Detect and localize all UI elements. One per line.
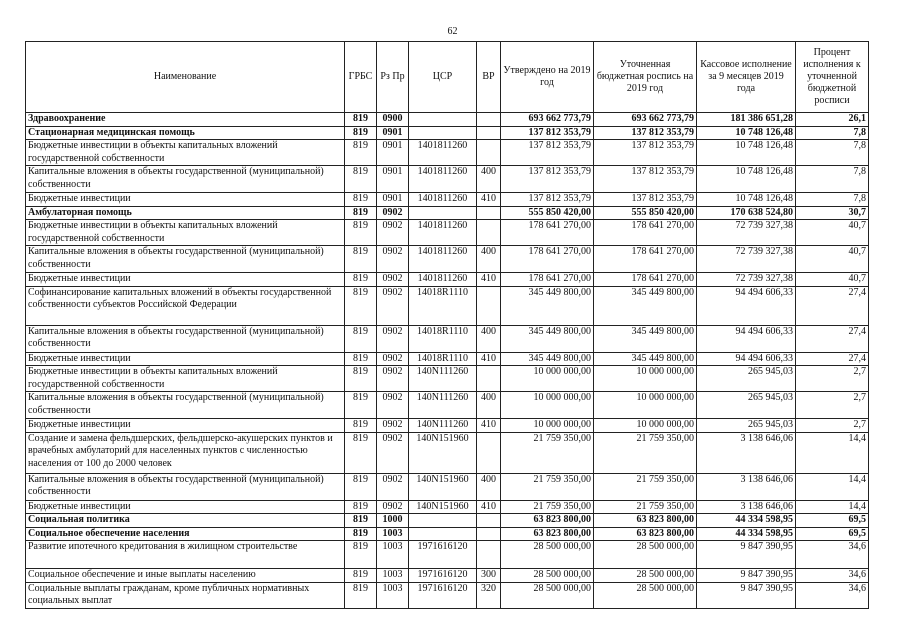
cell-rz-pr: 0901 [377, 140, 409, 166]
cell-percent: 34,6 [796, 569, 869, 583]
cell-percent: 26,1 [796, 113, 869, 127]
cell-approved: 10 000 000,00 [501, 366, 594, 392]
cell-cash: 72 739 327,38 [697, 220, 796, 246]
cell-vr: 410 [477, 500, 501, 514]
cell-vr [477, 113, 501, 127]
cell-grbs: 819 [345, 366, 377, 392]
cell-name: Капитальные вложения в объекты государственной (муниципальной) собственности [26, 325, 345, 352]
cell-cash: 10 748 126,48 [697, 140, 796, 166]
cell-grbs: 819 [345, 126, 377, 140]
cell-name: Бюджетные инвестиции [26, 193, 345, 207]
cell-approved: 178 641 270,00 [501, 220, 594, 246]
table-header-row [26, 42, 869, 113]
cell-cash: 265 945,03 [697, 419, 796, 433]
cell-cash: 181 386 651,28 [697, 113, 796, 127]
cell-rz-pr: 0902 [377, 392, 409, 419]
table-row [26, 419, 869, 433]
cell-grbs: 819 [345, 541, 377, 569]
cell-rz-pr: 0902 [377, 246, 409, 273]
table-row [26, 325, 869, 352]
cell-percent: 34,6 [796, 582, 869, 608]
cell-vr [477, 126, 501, 140]
cell-vr: 300 [477, 569, 501, 583]
table-row [26, 500, 869, 514]
cell-csr: 140N151960 [409, 432, 477, 473]
cell-approved: 28 500 000,00 [501, 541, 594, 569]
cell-cash: 9 847 390,95 [697, 541, 796, 569]
cell-csr: 1401811260 [409, 193, 477, 207]
table-row [26, 246, 869, 273]
cell-csr: 140N151960 [409, 473, 477, 500]
cell-grbs: 819 [345, 514, 377, 528]
cell-percent: 27,4 [796, 286, 869, 325]
cell-updated: 178 641 270,00 [594, 246, 697, 273]
cell-name: Бюджетные инвестиции в объекты капитальных вложений государственной собственности [26, 366, 345, 392]
cell-csr: 1971616120 [409, 569, 477, 583]
cell-rz-pr: 0902 [377, 352, 409, 366]
cell-percent: 7,8 [796, 126, 869, 140]
cell-csr [409, 113, 477, 127]
cell-updated: 178 641 270,00 [594, 273, 697, 287]
cell-name: Капитальные вложения в объекты государственной (муниципальной) собственности [26, 246, 345, 273]
cell-approved: 137 812 353,79 [501, 126, 594, 140]
cell-csr: 14018R1110 [409, 352, 477, 366]
cell-name: Амбулаторная помощь [26, 206, 345, 220]
cell-updated: 28 500 000,00 [594, 569, 697, 583]
cell-grbs: 819 [345, 473, 377, 500]
cell-percent: 27,4 [796, 352, 869, 366]
cell-vr: 410 [477, 352, 501, 366]
cell-cash: 10 748 126,48 [697, 193, 796, 207]
cell-approved: 63 823 800,00 [501, 527, 594, 541]
cell-cash: 3 138 646,06 [697, 432, 796, 473]
cell-csr: 140N111260 [409, 366, 477, 392]
cell-approved: 555 850 420,00 [501, 206, 594, 220]
cell-name: Развитие ипотечного кредитования в жилищном строительстве [26, 541, 345, 569]
cell-cash: 265 945,03 [697, 392, 796, 419]
cell-vr: 410 [477, 273, 501, 287]
cell-csr: 14018R1110 [409, 286, 477, 325]
cell-name: Бюджетные инвестиции [26, 352, 345, 366]
cell-grbs: 819 [345, 392, 377, 419]
cell-vr [477, 286, 501, 325]
cell-updated: 693 662 773,79 [594, 113, 697, 127]
cell-csr: 1401811260 [409, 220, 477, 246]
cell-updated: 345 449 800,00 [594, 325, 697, 352]
cell-vr: 410 [477, 419, 501, 433]
cell-rz-pr: 0901 [377, 193, 409, 207]
cell-name: Создание и замена фельдшерских, фельдшерско-акушерских пунктов и врачебных амбулаторий для населенных пунктов с численностью населения от 100 до 2000 человек [26, 432, 345, 473]
cell-name: Здравоохранение [26, 113, 345, 127]
cell-vr [477, 206, 501, 220]
table-row [26, 582, 869, 608]
table-row [26, 193, 869, 207]
cell-updated: 21 759 350,00 [594, 500, 697, 514]
cell-percent: 2,7 [796, 419, 869, 433]
cell-grbs: 819 [345, 325, 377, 352]
cell-grbs: 819 [345, 352, 377, 366]
cell-grbs: 819 [345, 582, 377, 608]
table-row [26, 541, 869, 569]
cell-rz-pr: 1003 [377, 527, 409, 541]
cell-name: Социальная политика [26, 514, 345, 528]
cell-rz-pr: 1003 [377, 541, 409, 569]
cell-percent: 69,5 [796, 527, 869, 541]
cell-csr: 1971616120 [409, 541, 477, 569]
cell-approved: 345 449 800,00 [501, 325, 594, 352]
cell-rz-pr: 0902 [377, 432, 409, 473]
cell-approved: 10 000 000,00 [501, 392, 594, 419]
cell-percent: 7,8 [796, 166, 869, 193]
cell-name: Капитальные вложения в объекты государственной (муниципальной) собственности [26, 166, 345, 193]
cell-percent: 27,4 [796, 325, 869, 352]
cell-csr: 1401811260 [409, 246, 477, 273]
cell-percent: 14,4 [796, 473, 869, 500]
cell-approved: 63 823 800,00 [501, 514, 594, 528]
cell-name: Капитальные вложения в объекты государственной (муниципальной) собственности [26, 473, 345, 500]
cell-percent: 14,4 [796, 500, 869, 514]
cell-name: Стационарная медицинская помощь [26, 126, 345, 140]
cell-updated: 137 812 353,79 [594, 126, 697, 140]
cell-csr [409, 206, 477, 220]
cell-cash: 94 494 606,33 [697, 325, 796, 352]
cell-name: Бюджетные инвестиции [26, 273, 345, 287]
cell-approved: 21 759 350,00 [501, 432, 594, 473]
cell-cash: 265 945,03 [697, 366, 796, 392]
table-row [26, 366, 869, 392]
cell-grbs: 819 [345, 419, 377, 433]
cell-rz-pr: 0902 [377, 273, 409, 287]
cell-csr [409, 514, 477, 528]
cell-name: Бюджетные инвестиции в объекты капитальных вложений государственной собственности [26, 140, 345, 166]
header-rz-pr: Рз Пр [377, 42, 409, 113]
cell-csr: 140N111260 [409, 392, 477, 419]
cell-updated: 21 759 350,00 [594, 473, 697, 500]
table-row [26, 140, 869, 166]
header-cash: Кассовое исполнение за 9 месяцев 2019 года [697, 42, 796, 113]
page-number: 62 [447, 26, 458, 37]
cell-vr [477, 527, 501, 541]
cell-percent: 2,7 [796, 366, 869, 392]
cell-vr [477, 220, 501, 246]
cell-approved: 28 500 000,00 [501, 582, 594, 608]
cell-rz-pr: 0900 [377, 113, 409, 127]
cell-vr [477, 366, 501, 392]
table-row [26, 113, 869, 127]
cell-csr: 14018R1110 [409, 325, 477, 352]
table-row [26, 392, 869, 419]
cell-percent: 40,7 [796, 246, 869, 273]
cell-vr [477, 514, 501, 528]
cell-vr: 400 [477, 392, 501, 419]
cell-name: Бюджетные инвестиции [26, 419, 345, 433]
cell-vr [477, 432, 501, 473]
cell-name: Софинансирование капитальных вложений в объекты государственной собственности субъектов Российской Федерации [26, 286, 345, 325]
cell-updated: 178 641 270,00 [594, 220, 697, 246]
cell-approved: 137 812 353,79 [501, 193, 594, 207]
cell-grbs: 819 [345, 500, 377, 514]
cell-vr: 400 [477, 325, 501, 352]
table-row [26, 220, 869, 246]
cell-cash: 170 638 524,80 [697, 206, 796, 220]
cell-approved: 178 641 270,00 [501, 273, 594, 287]
cell-updated: 10 000 000,00 [594, 419, 697, 433]
cell-grbs: 819 [345, 166, 377, 193]
cell-grbs: 819 [345, 246, 377, 273]
table-row [26, 473, 869, 500]
cell-approved: 345 449 800,00 [501, 286, 594, 325]
table-row [26, 514, 869, 528]
cell-rz-pr: 0902 [377, 419, 409, 433]
cell-csr: 1401811260 [409, 166, 477, 193]
cell-percent: 2,7 [796, 392, 869, 419]
cell-grbs: 819 [345, 140, 377, 166]
cell-rz-pr: 0902 [377, 220, 409, 246]
header-approved: Утверждено на 2019 год [501, 42, 594, 113]
table-row [26, 126, 869, 140]
cell-name: Капитальные вложения в объекты государственной (муниципальной) собственности [26, 392, 345, 419]
cell-grbs: 819 [345, 527, 377, 541]
cell-updated: 345 449 800,00 [594, 352, 697, 366]
cell-cash: 72 739 327,38 [697, 273, 796, 287]
cell-percent: 7,8 [796, 140, 869, 166]
budget-table [25, 41, 869, 609]
cell-cash: 44 334 598,95 [697, 527, 796, 541]
cell-percent: 40,7 [796, 220, 869, 246]
cell-updated: 63 823 800,00 [594, 514, 697, 528]
cell-grbs: 819 [345, 193, 377, 207]
cell-csr: 140N111260 [409, 419, 477, 433]
table-row [26, 352, 869, 366]
cell-approved: 10 000 000,00 [501, 419, 594, 433]
table-row [26, 206, 869, 220]
table-row [26, 273, 869, 287]
cell-updated: 28 500 000,00 [594, 582, 697, 608]
cell-csr [409, 527, 477, 541]
cell-updated: 10 000 000,00 [594, 366, 697, 392]
cell-grbs: 819 [345, 569, 377, 583]
cell-csr: 1971616120 [409, 582, 477, 608]
cell-rz-pr: 0902 [377, 500, 409, 514]
cell-rz-pr: 0901 [377, 166, 409, 193]
cell-percent: 30,7 [796, 206, 869, 220]
cell-approved: 21 759 350,00 [501, 473, 594, 500]
cell-name: Социальные выплаты гражданам, кроме публичных нормативных социальных выплат [26, 582, 345, 608]
cell-grbs: 819 [345, 273, 377, 287]
cell-cash: 3 138 646,06 [697, 500, 796, 514]
cell-grbs: 819 [345, 432, 377, 473]
cell-percent: 40,7 [796, 273, 869, 287]
table-row [26, 527, 869, 541]
cell-percent: 69,5 [796, 514, 869, 528]
cell-cash: 94 494 606,33 [697, 352, 796, 366]
cell-vr [477, 140, 501, 166]
table-body [26, 113, 869, 609]
cell-updated: 137 812 353,79 [594, 166, 697, 193]
cell-rz-pr: 0902 [377, 473, 409, 500]
cell-approved: 693 662 773,79 [501, 113, 594, 127]
cell-name: Социальное обеспечение населения [26, 527, 345, 541]
header-grbs: ГРБС [345, 42, 377, 113]
table-row [26, 432, 869, 473]
cell-approved: 345 449 800,00 [501, 352, 594, 366]
cell-cash: 94 494 606,33 [697, 286, 796, 325]
cell-grbs: 819 [345, 206, 377, 220]
cell-vr: 400 [477, 246, 501, 273]
cell-rz-pr: 1003 [377, 582, 409, 608]
table-row [26, 166, 869, 193]
cell-updated: 10 000 000,00 [594, 392, 697, 419]
header-updated: Уточненная бюджетная роспись на 2019 год [594, 42, 697, 113]
table-row [26, 569, 869, 583]
cell-vr: 400 [477, 473, 501, 500]
cell-vr [477, 541, 501, 569]
cell-vr: 410 [477, 193, 501, 207]
cell-percent: 7,8 [796, 193, 869, 207]
cell-cash: 3 138 646,06 [697, 473, 796, 500]
cell-grbs: 819 [345, 113, 377, 127]
cell-vr: 400 [477, 166, 501, 193]
cell-approved: 137 812 353,79 [501, 140, 594, 166]
cell-approved: 28 500 000,00 [501, 569, 594, 583]
header-percent: Процент исполнения к уточненной бюджетной росписи [796, 42, 869, 113]
cell-updated: 555 850 420,00 [594, 206, 697, 220]
cell-rz-pr: 0902 [377, 286, 409, 325]
header-name: Наименование [26, 42, 345, 113]
cell-updated: 21 759 350,00 [594, 432, 697, 473]
cell-cash: 10 748 126,48 [697, 126, 796, 140]
cell-updated: 63 823 800,00 [594, 527, 697, 541]
cell-cash: 9 847 390,95 [697, 582, 796, 608]
cell-approved: 21 759 350,00 [501, 500, 594, 514]
cell-vr: 320 [477, 582, 501, 608]
cell-name: Бюджетные инвестиции в объекты капитальных вложений государственной собственности [26, 220, 345, 246]
cell-cash: 44 334 598,95 [697, 514, 796, 528]
cell-csr: 140N151960 [409, 500, 477, 514]
cell-approved: 137 812 353,79 [501, 166, 594, 193]
cell-name: Социальное обеспечение и иные выплаты населению [26, 569, 345, 583]
cell-rz-pr: 1000 [377, 514, 409, 528]
cell-csr: 1401811260 [409, 140, 477, 166]
cell-grbs: 819 [345, 286, 377, 325]
cell-updated: 137 812 353,79 [594, 140, 697, 166]
cell-rz-pr: 0902 [377, 325, 409, 352]
cell-percent: 14,4 [796, 432, 869, 473]
cell-rz-pr: 0902 [377, 366, 409, 392]
cell-updated: 137 812 353,79 [594, 193, 697, 207]
cell-rz-pr: 0901 [377, 126, 409, 140]
cell-csr [409, 126, 477, 140]
table-row [26, 286, 869, 325]
cell-updated: 345 449 800,00 [594, 286, 697, 325]
header-vr: ВР [477, 42, 501, 113]
cell-cash: 10 748 126,48 [697, 166, 796, 193]
cell-rz-pr: 0902 [377, 206, 409, 220]
cell-updated: 28 500 000,00 [594, 541, 697, 569]
cell-rz-pr: 1003 [377, 569, 409, 583]
cell-approved: 178 641 270,00 [501, 246, 594, 273]
cell-grbs: 819 [345, 220, 377, 246]
cell-cash: 72 739 327,38 [697, 246, 796, 273]
cell-percent: 34,6 [796, 541, 869, 569]
cell-name: Бюджетные инвестиции [26, 500, 345, 514]
header-csr: ЦСР [409, 42, 477, 113]
cell-cash: 9 847 390,95 [697, 569, 796, 583]
cell-csr: 1401811260 [409, 273, 477, 287]
